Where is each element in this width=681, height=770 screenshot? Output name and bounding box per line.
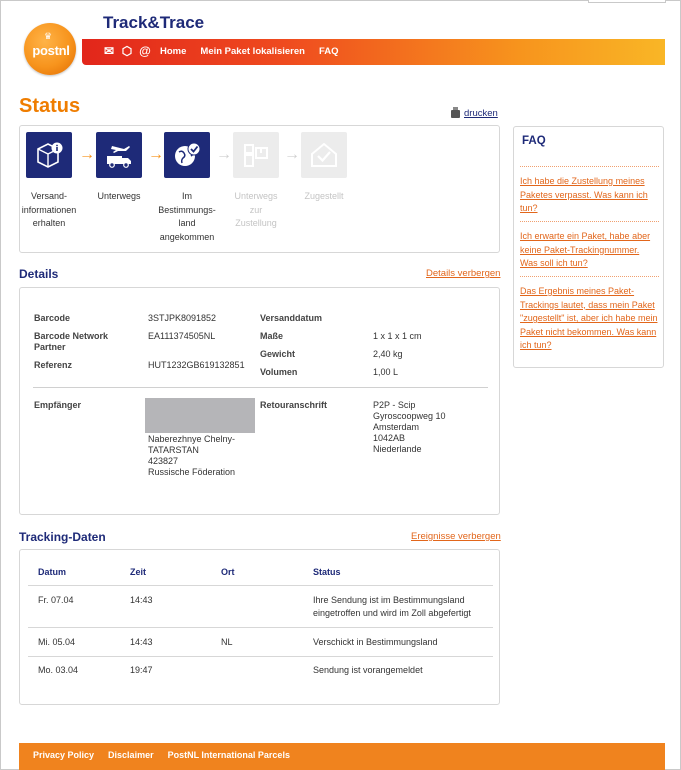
weight-label: Gewicht [260,349,296,359]
row-3-time: 19:47 [130,665,153,675]
return-line: Niederlande [373,444,422,454]
window-tab [588,0,666,3]
return-line: P2P - Scip [373,400,416,410]
footer-privacy-link[interactable]: Privacy Policy [33,750,95,760]
faq-title: FAQ [522,135,546,147]
nav-bar [82,39,665,65]
recipient-address [148,434,235,478]
network-barcode-value: EA111374505NL [148,331,216,341]
print-control[interactable] [451,108,498,119]
step-icon-package-info [26,132,72,178]
faq-link-missed-delivery[interactable]: Ich habe die Zustellung meines Paketes verpasst. Was kann ich tun? [520,166,659,216]
ship-date-label: Versanddatum [260,313,323,323]
row-2-date: Mi. 05.04 [38,637,76,647]
print-link[interactable]: drucken [464,108,498,119]
volume-label: Volumen [260,367,298,377]
printer-icon[interactable] [451,110,460,118]
details-toggle-link[interactable]: Details verbergen [426,268,501,279]
return-address-label: Retouranschrift [260,400,328,410]
reference-label: Referenz [34,360,73,370]
step-label-out-for-delivery: Unterwegs zur Zustellung [234,191,278,228]
nav-faq[interactable]: FAQ [318,46,339,57]
row-3-status: Sendung ist vorangemeldet [313,665,423,675]
dimensions-label: Maße [260,331,284,341]
row-divider [28,585,493,586]
logo-text: postnl [32,43,70,58]
row-2-time: 14:43 [130,637,153,647]
at-icon[interactable]: @ [139,44,151,58]
step-icon-house-check [301,132,347,178]
redacted-block [145,398,255,433]
faq-link-no-tracking-number[interactable]: Ich erwarte ein Paket, habe aber keine Paket-Trackingnummer. Was soll ich tun? [520,221,659,271]
step-icon-globe-check [164,132,210,178]
arrow-icon: → [79,146,95,163]
step-icon-delivery [233,132,279,178]
status-heading: Status [19,95,81,117]
step-label-in-transit: Unterwegs [97,191,141,201]
return-line: Gyroscoopweg 10 [373,411,446,421]
details-divider [33,387,488,388]
step-label-info-received: Versand- informationen erhalten [21,191,77,228]
col-header-time: Zeit [130,567,147,577]
crown-icon: ♛ [44,31,53,41]
footer-postnl-parcels-link[interactable]: PostNL International Parcels [167,750,290,760]
weight-value: 2,40 kg [373,349,403,359]
tracking-heading: Tracking-Daten [19,530,106,544]
return-line: Amsterdam [373,422,420,432]
step-label-arrived: Im Bestimmungs- land angekommen [158,191,216,242]
step-icon-plane-truck [96,132,142,178]
return-line: 1042AB [373,433,406,443]
tracking-toggle-link[interactable]: Ereignisse verbergen [411,531,501,542]
dimensions-value: 1 x 1 x 1 cm [373,331,422,341]
row-divider [28,627,493,628]
footer-disclaimer-link[interactable]: Disclaimer [108,750,154,760]
reference-value: HUT1232GB619132851 [148,360,245,370]
recipient-line: Naberezhnye Chelny- [148,434,236,444]
app-title: Track&Trace [103,13,205,32]
recipient-line: TATARSTAN [148,445,199,455]
details-panel [19,287,500,515]
barcode-label: Barcode [34,313,71,323]
package-icon[interactable]: ⬡ [121,44,133,58]
faq-link-not-received[interactable]: Das Ergebnis meines Paket-Trackings lautet, dass mein Paket "zugestellt" ist, aber ich habe mein Paket nicht bekommen. Was kann ich tun? [520,276,659,353]
col-header-status: Status [313,567,341,577]
mail-icon[interactable]: ✉ [103,44,115,58]
network-barcode-label: Barcode Network Partner [34,331,109,352]
arrow-icon: → [284,146,300,163]
step-label-delivered: Zugestellt [304,191,344,201]
recipient-label: Empfänger [34,400,82,410]
postnl-logo[interactable] [24,23,76,75]
arrow-icon: → [216,146,232,163]
status-panel [19,125,500,253]
recipient-line: Russische Föderation [148,467,236,477]
barcode-value: 3STJPK8091852 [148,313,217,323]
recipient-line: 423827 [148,456,179,466]
row-2-place: NL [221,637,233,647]
tracking-table [19,549,500,705]
arrow-icon: → [148,146,164,163]
row-2-status: Verschickt in Bestimmungsland [313,637,438,647]
footer-bar [19,743,665,770]
details-heading: Details [19,267,59,281]
volume-value: 1,00 L [373,367,399,377]
row-3-date: Mo. 03.04 [38,665,79,675]
nav-home[interactable]: Home [160,46,187,57]
col-header-place: Ort [221,567,235,577]
row-1-status: Ihre Sendung ist im Bestimmungsland eingetroffen und wird im Zoll abgefertigt [313,595,471,618]
nav-locate-package[interactable]: Mein Paket lokalisieren [200,46,305,57]
row-1-date: Fr. 07.04 [38,595,74,605]
row-divider [28,656,493,657]
faq-panel [513,126,664,368]
row-1-time: 14:43 [130,595,153,605]
col-header-date: Datum [38,567,67,577]
return-address [373,400,446,455]
